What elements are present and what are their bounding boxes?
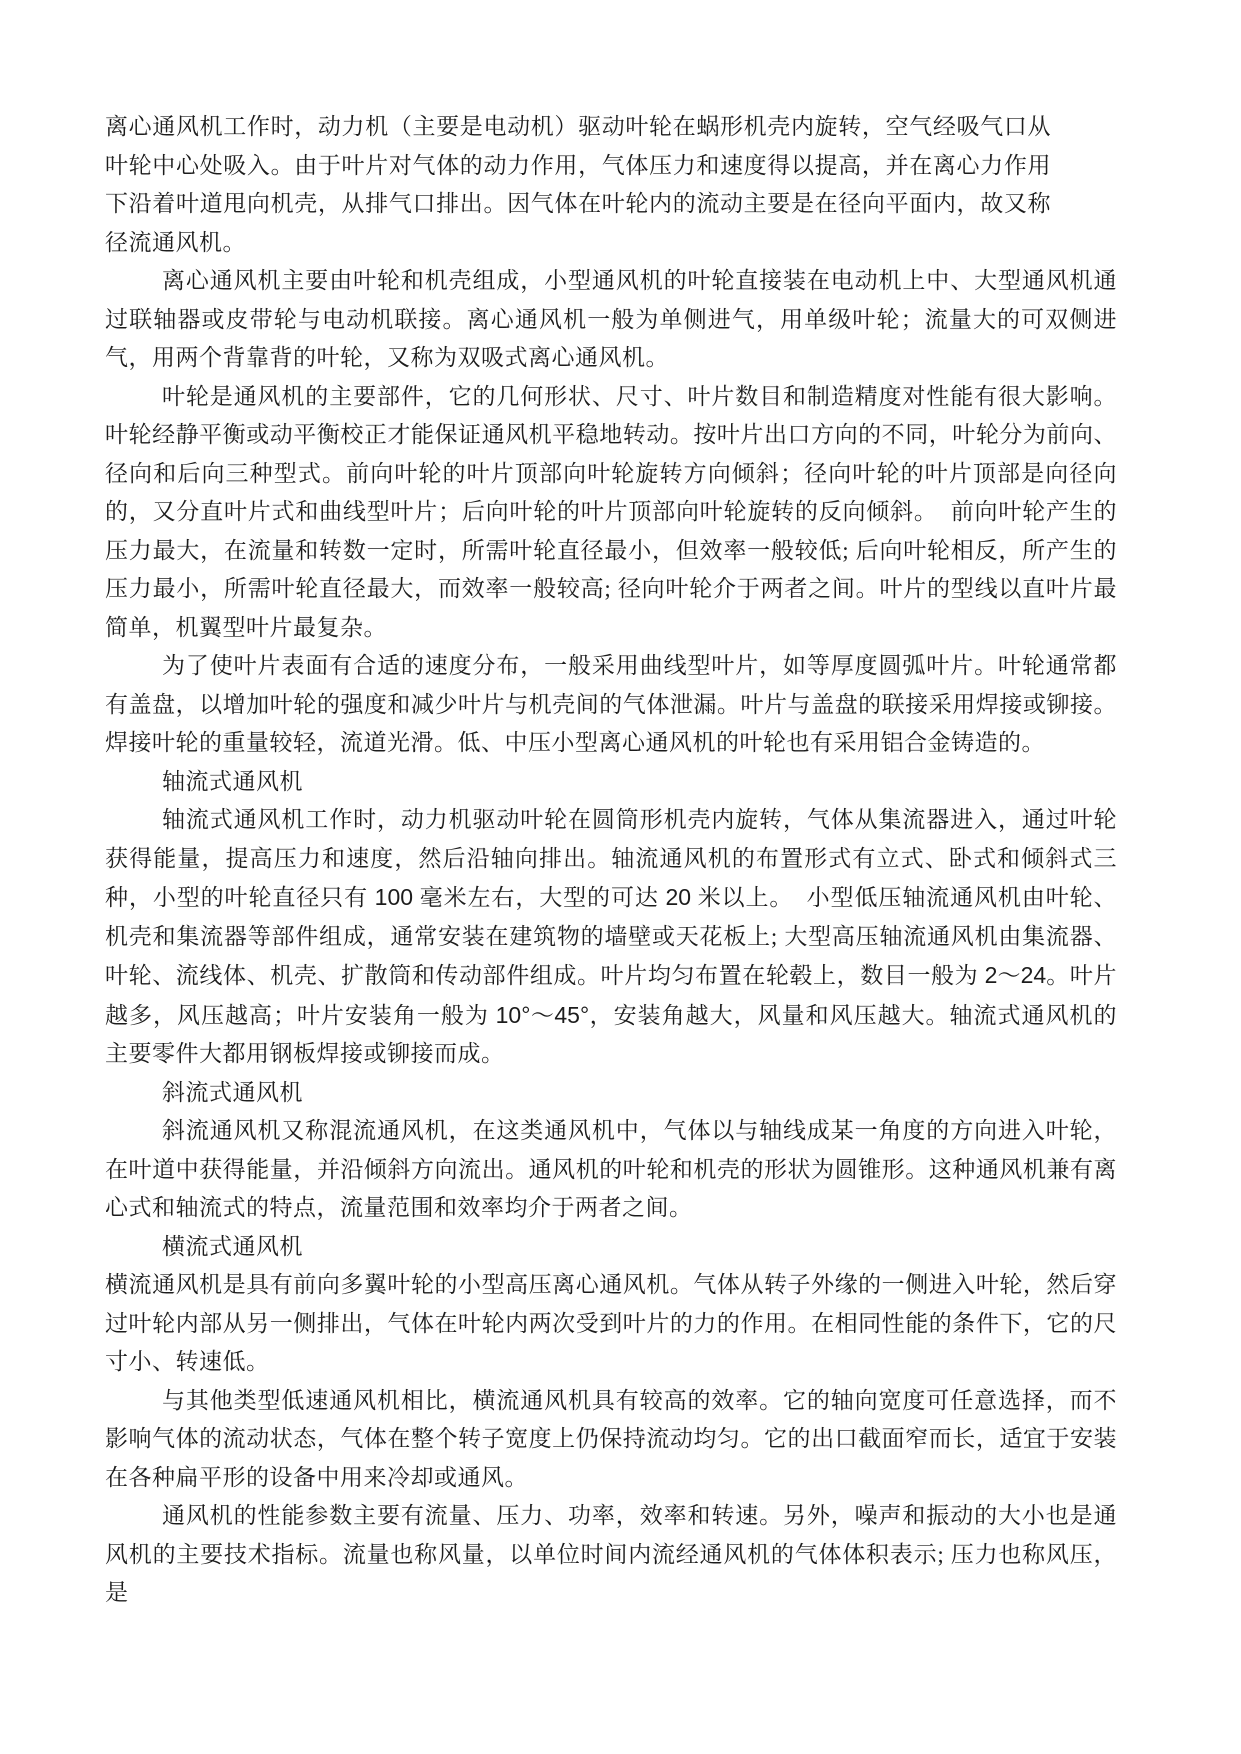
paragraph-fan-performance-parameters: 通风机的性能参数主要有流量、压力、功率，效率和转速。另外，噪声和振动的大小也是通风机的主要技术指标。流量也称风量，以单位时间内流经通风机的气体体积表示; 压力也称风压，是 — [105, 1503, 1117, 1605]
paragraph-blade-velocity-distribution: 为了使叶片表面有合适的速度分布，一般采用曲线型叶片，如等厚度圆弧叶片。叶轮通常都有盖盘，以增加叶轮的强度和减少叶片与机壳间的气体泄漏。叶片与盖盘的联接采用焊接或铆接。焊接叶轮的重量较轻，流道光滑。低、中压小型离心通风机的叶轮也有采用铝合金铸造的。 — [105, 653, 1117, 755]
paragraph-cross-flow-fan: 横流通风机是具有前向多翼叶轮的小型高压离心通风机。气体从转子外缘的一侧进入叶轮，然后穿过叶轮内部从另一侧排出，气体在叶轮内两次受到叶片的力的作用。在相同性能的条件下，它的尺寸小、转速低。 — [105, 1272, 1117, 1374]
paragraph-mixed-flow-fan: 斜流通风机又称混流通风机，在这类通风机中，气体以与轴线成某一角度的方向进入叶轮，在叶道中获得能量，并沿倾斜方向流出。通风机的叶轮和机壳的形状为圆锥形。这种通风机兼有离心式和轴流式的特点，流量范围和效率均介于两者之间。 — [105, 1118, 1117, 1220]
paragraph-impeller-description: 叶轮是通风机的主要部件，它的几何形状、尺寸、叶片数目和制造精度对性能有很大影响。叶轮经静平衡或动平衡校正才能保证通风机平稳地转动。按叶片出口方向的不同，叶轮分为前向、径向和后向三种型式。前向叶轮的叶片顶部向叶轮旋转方向倾斜；径向叶轮的叶片顶部是向径向的，又分直叶片式和曲线型叶片；后向叶轮的叶片顶部向叶轮旋转的反向倾斜。 前向叶轮产生的压力最大，在流量和转数一定时，所需叶轮直径最小，但效率一般较低; 后向叶轮相反，所产生的压力最小，所需叶轮直径最大，而效率一般较高; 径向叶轮介于两者之间。叶片的型线以直叶片最简单，机翼型叶片最复杂。 — [105, 383, 1117, 640]
paragraph-centrifugal-fan-structure: 离心通风机主要由叶轮和机壳组成，小型通风机的叶轮直接装在电动机上中、大型通风机通过联轴器或皮带轮与电动机联接。离心通风机一般为单侧进气，用单级叶轮；流量大的可双侧进气，用两个背靠背的叶轮，又称为双吸式离心通风机。 — [105, 268, 1117, 370]
paragraph-centrifugal-fan-working: 离心通风机工作时，动力机（主要是电动机）驱动叶轮在蜗形机壳内旋转，空气经吸气口从叶轮中心处吸入。由于叶片对气体的动力作用，气体压力和速度得以提高，并在离心力作用下沿着叶道甩向机壳，从排气口排出。因气体在叶轮内的流动主要是在径向平面内，故又称径流通风机。 — [105, 114, 1051, 255]
paragraph-axial-fan-working: 轴流式通风机工作时，动力机驱动叶轮在圆筒形机壳内旋转，气体从集流器进入，通过叶轮获得能量，提高压力和速度，然后沿轴向排出。轴流通风机的布置形式有立式、卧式和倾斜式三种，小型的叶轮直径只有 100 毫米左右，大型的可达 20 米以上。 小型低压轴流通风机由叶轮、机壳和集流器等部件组成，通常安装在建筑物的墙壁或天花板上; 大型高压轴流通风机由集流器、叶轮、流线体、机壳、扩散筒和传动部件组成。叶片均匀布置在轮毂上，数目一般为 2～24。叶片越多，风压越高；叶片安装角一般为 10°～45°，安装角越大，风量和风压越大。轴流式通风机的主要零件大都用钢板焊接或铆接而成。 — [105, 807, 1118, 1066]
section-heading-mixed-flow-fan: 斜流式通风机 — [162, 1079, 303, 1105]
document-body — [105, 108, 1117, 1613]
paragraph-cross-flow-efficiency: 与其他类型低速通风机相比，横流通风机具有较高的效率。它的轴向宽度可任意选择，而不影响气体的流动状态，气体在整个转子宽度上仍保持流动均匀。它的出口截面窄而长，适宜于安装在各种扁平形的设备中用来冷却或通风。 — [105, 1387, 1117, 1490]
section-heading-axial-fan: 轴流式通风机 — [162, 768, 303, 794]
section-heading-cross-flow-fan: 横流式通风机 — [162, 1233, 303, 1259]
